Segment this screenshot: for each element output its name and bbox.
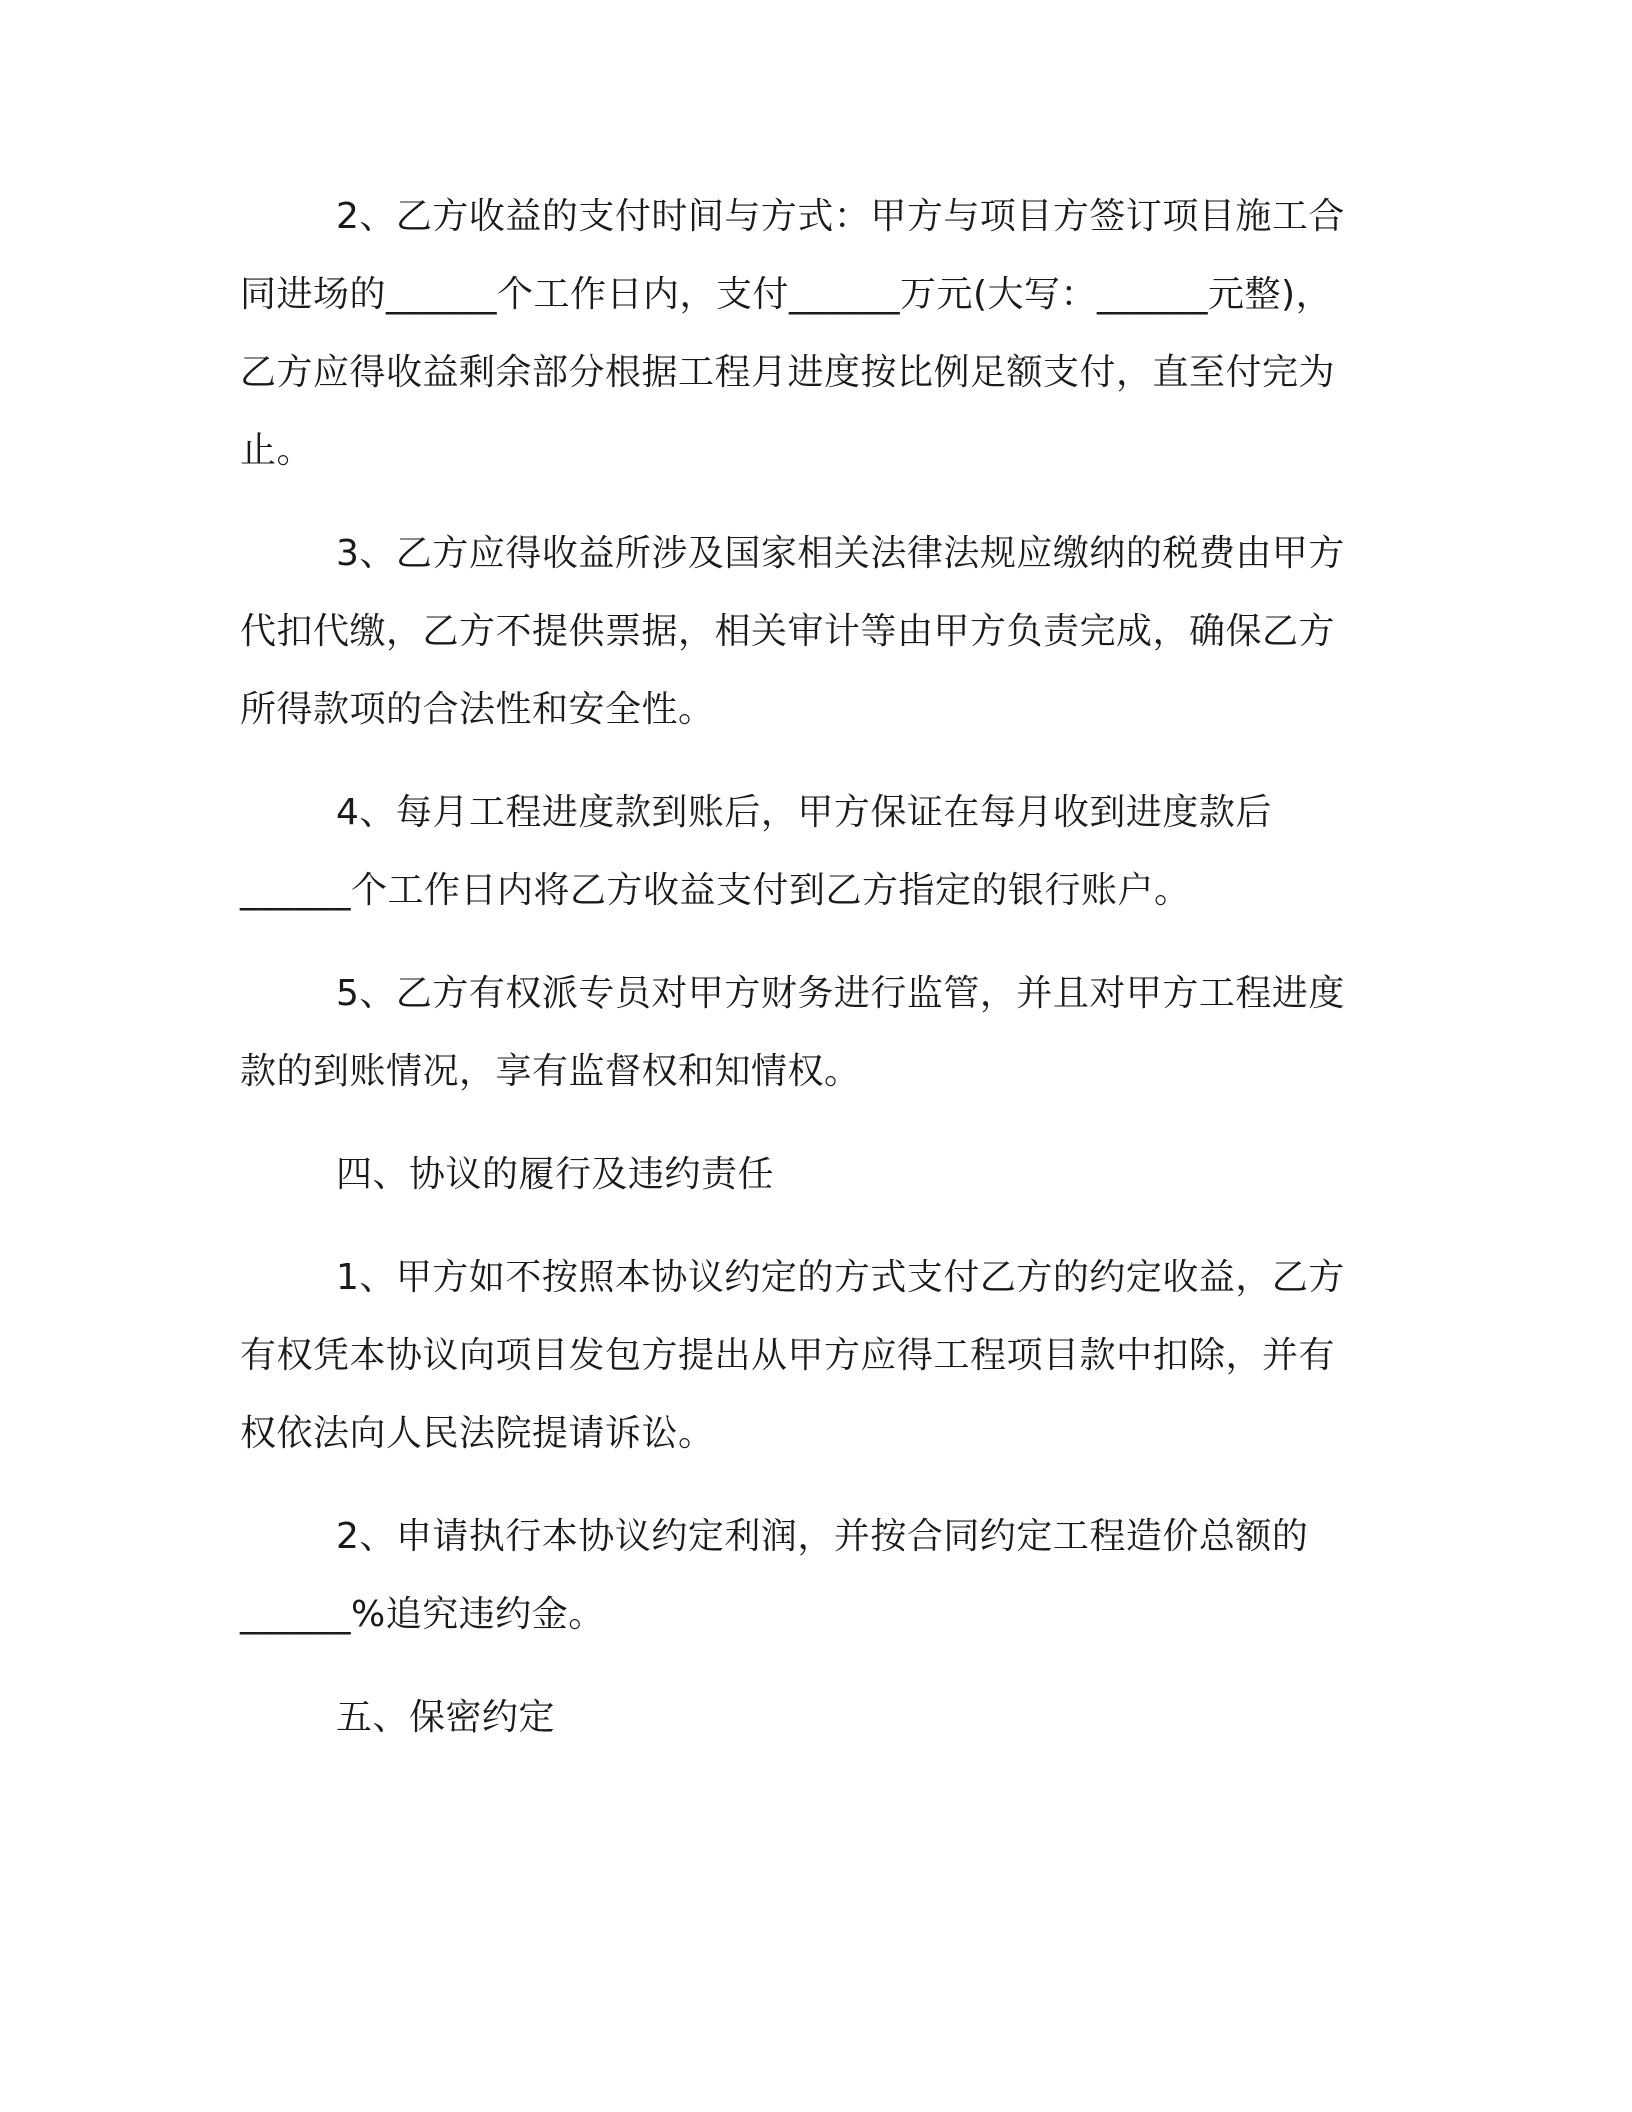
text-line: 止。 [240, 430, 314, 471]
section-heading-4 [240, 1136, 1370, 1214]
text-line: 4、每月工程进度款到账后，甲方保证在每月收到进度款后 [336, 792, 1272, 833]
paragraph-clause-4-1 [240, 1239, 1370, 1473]
paragraph-clause-3-2 [240, 178, 1370, 490]
text-line: ______%追究违约金。 [240, 1594, 605, 1635]
text-line: 2、乙方收益的支付时间与方式：甲方与项目方签订项目施工合 [336, 196, 1345, 237]
paragraph-clause-3-3 [240, 515, 1370, 749]
heading-text: 四、协议的履行及违约责任 [336, 1154, 775, 1195]
text-line: 2、申请执行本协议约定利润，并按合同约定工程造价总额的 [336, 1516, 1309, 1557]
text-line: 权依法向人民法院提请诉讼。 [240, 1413, 715, 1454]
text-line: 乙方应得收益剩余部分根据工程月进度按比例足额支付，直至付完为 [240, 352, 1336, 393]
text-line: 3、乙方应得收益所涉及国家相关法律法规应缴纳的税费由甲方 [336, 533, 1345, 574]
document-body [240, 178, 1370, 1782]
paragraph-clause-3-5 [240, 955, 1370, 1111]
text-line: 款的到账情况，享有监督权和知情权。 [240, 1051, 861, 1092]
paragraph-clause-3-4 [240, 774, 1370, 930]
heading-text: 五、保密约定 [336, 1697, 556, 1738]
text-line: 代扣代缴，乙方不提供票据，相关审计等由甲方负责完成，确保乙方 [240, 611, 1336, 652]
text-line: 所得款项的合法性和安全性。 [240, 689, 715, 730]
section-heading-5 [240, 1679, 1370, 1757]
text-line: 有权凭本协议向项目发包方提出从甲方应得工程项目款中扣除，并有 [240, 1335, 1336, 1376]
text-line: ______个工作日内将乙方收益支付到乙方指定的银行账户。 [240, 870, 1191, 911]
paragraph-clause-4-2 [240, 1498, 1370, 1654]
text-line: 同进场的______个工作日内，支付______万元(大写：______元整)， [240, 274, 1333, 315]
text-line: 1、甲方如不按照本协议约定的方式支付乙方的约定收益，乙方 [336, 1257, 1345, 1298]
text-line: 5、乙方有权派专员对甲方财务进行监管，并且对甲方工程进度 [336, 973, 1345, 1014]
